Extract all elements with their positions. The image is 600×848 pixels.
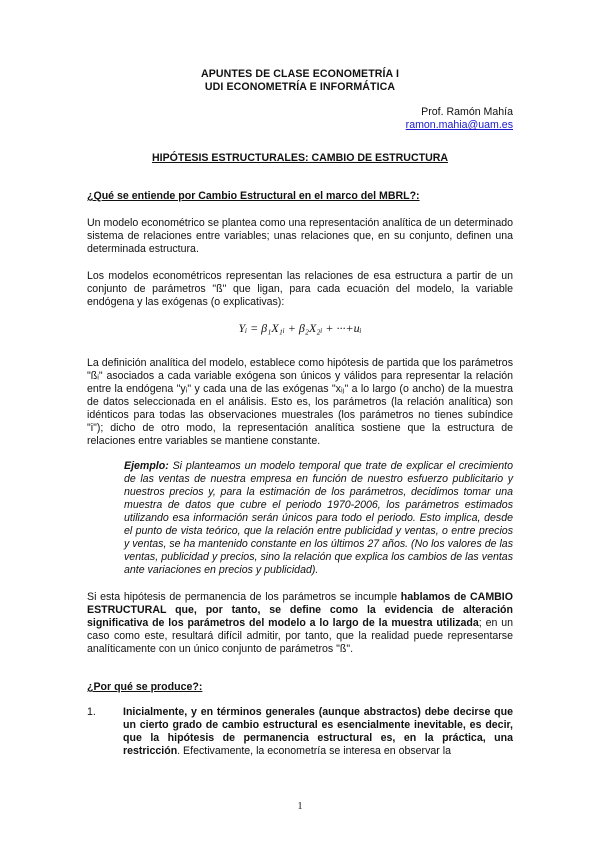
example-block	[124, 460, 513, 577]
paragraph-2: Los modelos econométricos representan las relaciones de esa estructura a partir de un conjunto de parámetros "ß" que ligan, para cada ecuación del modelo, la variable endógena y las exógenas (o explicativas):	[87, 270, 513, 308]
section2-heading: ¿Por qué se produce?:	[87, 681, 203, 693]
page-content	[87, 68, 513, 758]
example-text: Si planteamos un modelo temporal que trate de explicar el crecimiento de las ventas de nuestra empresa en función de nuestro esfuerzo publicitario y nuestros precios y, para la estimación de los parámetros, decidimos tomar una muestra de datos que cubre el periodo 1970-2006, los parámetros estimados utilizando esa información serán únicos para todo el periodo. Esto implica, desde el punto de vista teórico, que la relación entre publicidad y ventas, o entre precios y ventas, se ha mantenido constante en los últimos 27 años. (No los valores de las ventas, publicidad y precios, sino la relación que explica los cambios de las ventas ante variaciones en precios y publicidad).	[124, 460, 513, 576]
author-email-link[interactable]: ramon.mahia@uam.es	[405, 119, 513, 131]
section-title: HIPÓTESIS ESTRUCTURALES: CAMBIO DE ESTRUCTURA	[151, 152, 449, 164]
paragraph-3: La definición analítica del modelo, establece como hipótesis de partida que los parámetros "ßᵢ" asociados a cada variable exógena son únicos y válidos para representar la relación entre la endógena "yᵢ" y cada una de las exógenas "xᵢⱼ" a lo largo (o ancho) de la muestra de datos seleccionada en el análisis. Esto es, los parámetros (la relación analítica) son idénticos para todas las observaciones muestrales (los parámetros no tienes subíndice "i"); dicho de otro modo, la representación analítica sostiene que la estructura de relaciones entre variables se mantiene constante.	[87, 357, 513, 447]
example-label: Ejemplo:	[124, 460, 169, 472]
author-name: Prof. Ramón Mahía	[421, 106, 513, 118]
paragraph-4-end: ; en un caso como este, resultará difícil admitir, por tanto, que la realidad puede representarse analíticamente con un único conjunto de parámetros "ß".	[87, 617, 513, 655]
list-item-bold: Inicialmente, y en términos generales (aunque abstractos) debe decirse que un cierto grado de cambio estructural es esencialmente inevitable, es decir, que la hipótesis de permanencia estructural es, en la práctica, una restricción	[123, 706, 513, 757]
list-item-text	[123, 706, 513, 758]
regression-formula: Yᵢ = β₁X₁ᵢ + β₂X₂ᵢ + ···+uᵢ	[238, 321, 362, 335]
list-item	[87, 706, 513, 758]
paragraph-4-start: Si esta hipótesis de permanencia de los parámetros se incumple	[87, 591, 401, 603]
list-item-end: . Efectivamente, la econometría se interesa en observar la	[177, 745, 451, 757]
paragraph-4	[87, 591, 513, 656]
list-item-number: 1.	[87, 706, 96, 718]
section1-heading: ¿Qué se entiende por Cambio Estructural en el marco del MBRL?:	[87, 190, 420, 202]
paragraph-4-bold: hablamos de CAMBIO ESTRUCTURAL que, por tanto, se define como la evidencia de alteración significativa de los parámetros del modelo a lo largo de la muestra utilizada	[87, 591, 513, 629]
document-title-line2: UDI ECONOMETRÍA E INFORMÁTICA	[204, 81, 396, 93]
document-title-line1: APUNTES DE CLASE ECONOMETRÍA I	[200, 68, 400, 80]
page-number: 1	[297, 801, 303, 812]
paragraph-1: Un modelo econométrico se plantea como una representación analítica de un determinado sistema de relaciones entre variables; unas relaciones que, en su conjunto, definen una determinada estructura.	[87, 217, 513, 255]
